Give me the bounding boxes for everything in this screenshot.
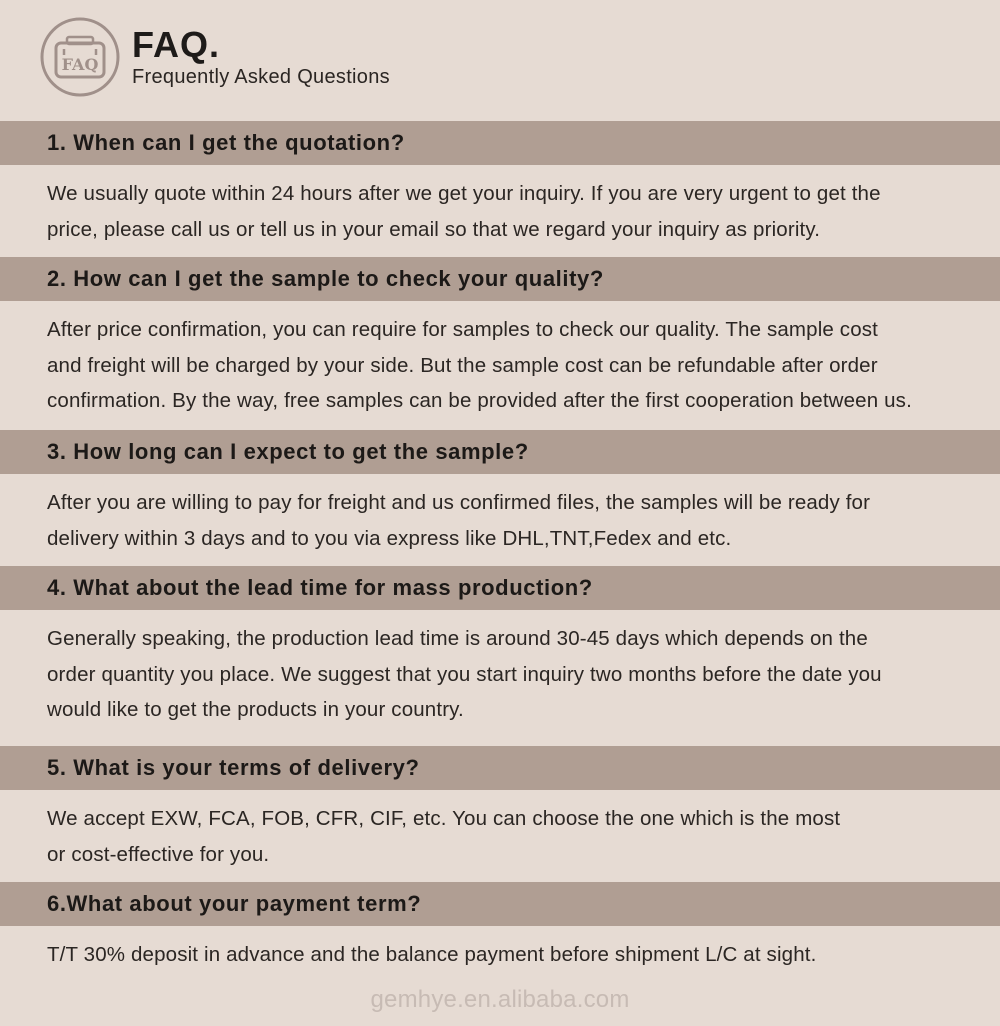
faq-answer-1 [47, 176, 992, 247]
faq-question-4: 4. What about the lead time for mass production? [0, 566, 1000, 610]
page-subtitle: Frequently Asked Questions [132, 66, 390, 88]
answer-line: would like to get the products in your country. [47, 698, 464, 721]
answer-line: order quantity you place. We suggest that you start inquiry two months before the date you [47, 662, 882, 686]
faq-answer-3 [47, 485, 992, 556]
faq-header [0, 0, 1000, 120]
faq-question-1: 1. When can I get the quotation? [0, 121, 1000, 165]
answer-line: delivery within 3 days and to you via express like DHL,TNT,Fedex and etc. [47, 526, 732, 550]
faq-logo-icon [40, 17, 120, 97]
logo-text: FAQ [61, 55, 99, 74]
faq-question-5: 5. What is your terms of delivery? [0, 746, 1000, 790]
answer-line: Generally speaking, the production lead time is around 30-45 days which depends on the [47, 627, 868, 650]
faq-answer-6 [47, 937, 992, 973]
page-title: FAQ. [132, 24, 221, 65]
answer-line: and freight will be charged by your side. But the sample cost can be refundable after order [47, 353, 878, 377]
watermark: gemhye.en.alibaba.com [370, 986, 630, 1013]
answer-line: We accept EXW, FCA, FOB, CFR, CIF, etc. You can choose the one which is the most [47, 807, 841, 830]
faq-question-2: 2. How can I get the sample to check your quality? [0, 257, 1000, 301]
answer-line: After you are willing to pay for freight and us confirmed files, the samples will be ready for [47, 491, 871, 514]
faq-answer-2 [47, 312, 992, 419]
faq-answer-5 [47, 801, 992, 872]
faq-question-3: 3. How long can I expect to get the sample? [0, 430, 1000, 474]
answer-line: price, please call us or tell us in your email so that we regard your inquiry as priority. [47, 217, 821, 241]
faq-answer-4 [47, 621, 992, 728]
answer-line: We usually quote within 24 hours after we get your inquiry. If you are very urgent to get the [47, 182, 881, 205]
answer-line: or cost-effective for you. [47, 842, 270, 866]
faq-question-6: 6.What about your payment term? [0, 882, 1000, 926]
answer-line: confirmation. By the way, free samples can be provided after the first cooperation between us. [47, 389, 912, 412]
answer-line: T/T 30% deposit in advance and the balance payment before shipment L/C at sight. [47, 943, 817, 966]
answer-line: After price confirmation, you can require for samples to check our quality. The sample cost [47, 318, 878, 341]
